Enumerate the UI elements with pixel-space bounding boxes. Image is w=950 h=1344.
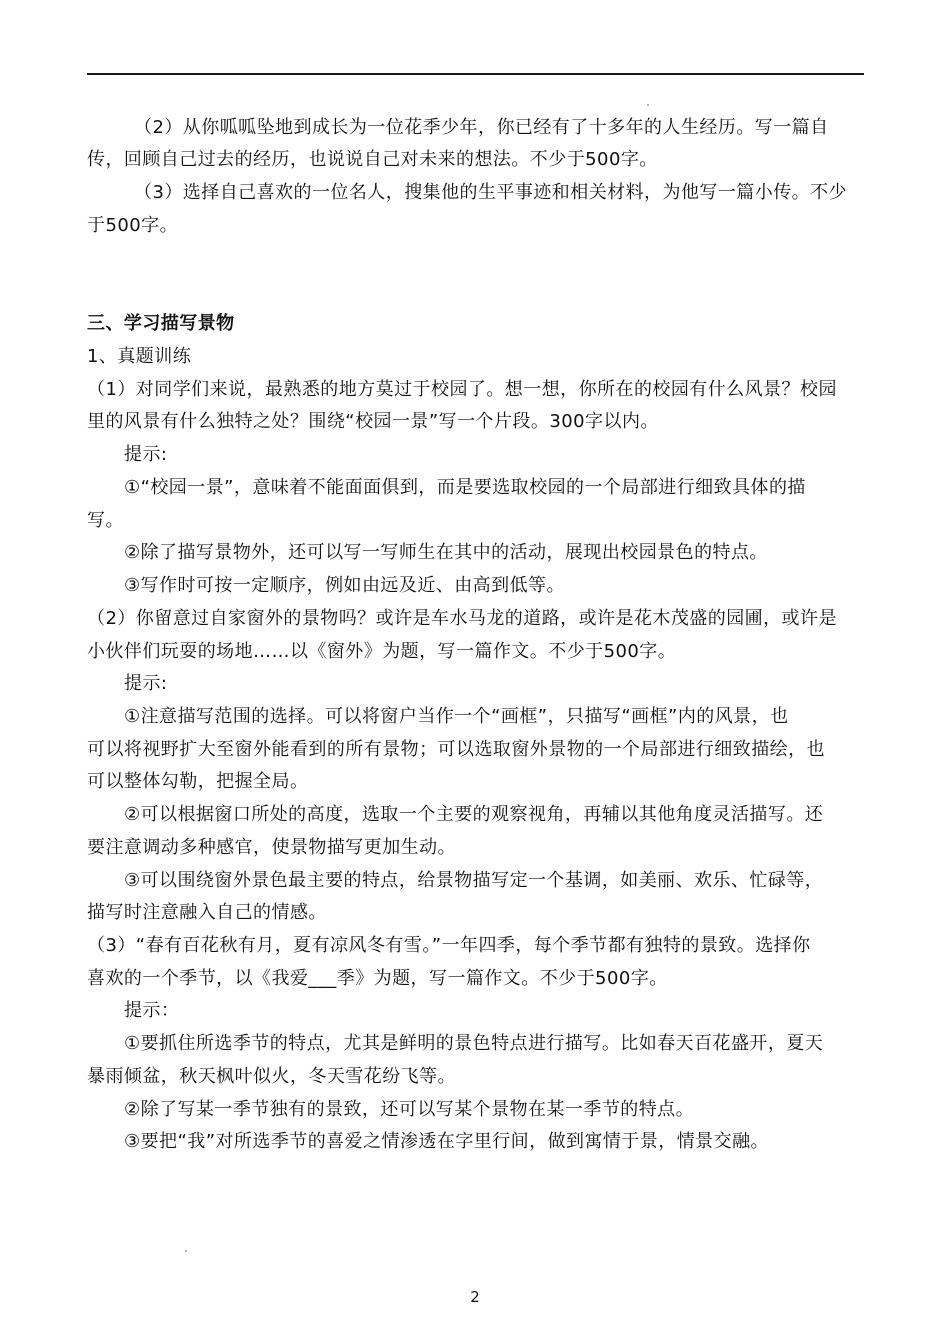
question-1-hint-2: ②除了描写景物外，还可以写一写师生在其中的活动，展现出校园景色的特点。 — [124, 542, 768, 563]
paragraph-2-line-2: 传，回顾自己过去的经历，也说说自己对未来的想法。不少于500字。 — [87, 149, 658, 170]
question-2-hint-3-line-1: ③可以围绕窗外景色最主要的特点，给景物描写定一个基调，如美丽、欢乐、忙碌等， — [124, 870, 824, 891]
section-subheading: 1、真题训练 — [87, 346, 192, 367]
question-1-line-2: 里的风景有什么独特之处？围绕“校园一景”写一个片段。300字以内。 — [87, 411, 659, 432]
question-1-hint-1-line-2: 写。 — [87, 510, 124, 531]
scan-dot — [185, 1250, 187, 1252]
question-2-hint-1-line-3: 可以整体勾勒，把握全局。 — [87, 771, 309, 792]
question-3-hint-3: ③要把“我”对所选季节的喜爱之情渗透在字里行间，做到寓情于景，情景交融。 — [124, 1131, 769, 1152]
question-1-hint-label: 提示: — [124, 444, 168, 465]
paragraph-3-line-2: 于500字。 — [87, 215, 179, 236]
paragraph-2-line-1: （2）从你呱呱坠地到成长为一位花季少年，你已经有了十多年的人生经历。写一篇自 — [134, 117, 829, 138]
question-2-hint-2-line-2: 要注意调动多种感官，使景物描写更加生动。 — [87, 837, 456, 858]
question-1-line-1: （1）对同学们来说，最熟悉的地方莫过于校园了。想一想，你所在的校园有什么风景？校园 — [87, 379, 837, 400]
paragraph-3-line-1: （3）选择自己喜欢的一位名人，搜集他的生平事迹和相关材料，为他写一篇小传。不少 — [134, 182, 847, 203]
question-1-hint-1-line-1: ①“校园一景”，意味着不能面面俱到，而是要选取校园的一个局部进行细致具体的描 — [124, 477, 806, 498]
question-3-line-2: 喜欢的一个季节，以《我爱___季》为题，写一篇作文。不少于500字。 — [87, 968, 668, 989]
question-3-hint-1-line-1: ①要抓住所选季节的特点，尤其是鲜明的景色特点进行描写。比如春天百花盛开，夏天 — [124, 1033, 824, 1054]
question-3-hint-1-line-2: 暴雨倾盆，秋天枫叶似火，冬天雪花纷飞等。 — [87, 1066, 456, 1087]
question-3-hint-label: 提示： — [124, 1000, 180, 1021]
section-heading: 三、学习描写景物 — [87, 313, 235, 334]
page-number: 2 — [470, 1288, 480, 1306]
question-2-hint-1-line-1: ①注意描写范围的选择。可以将窗户当作一个“画框”，只描写“画框”内的风景，也 — [124, 706, 789, 727]
question-3-hint-2: ②除了写某一季节独有的景致，还可以写某个景物在某一季节的特点。 — [124, 1099, 695, 1120]
question-2-hint-label: 提示: — [124, 673, 168, 694]
question-3-line-1: （3）“春有百花秋有月，夏有凉风冬有雪。”一年四季，每个季节都有独特的景致。选择你 — [87, 935, 811, 956]
question-2-hint-2-line-1: ②可以根据窗口所处的高度，选取一个主要的观察视角，再辅以其他角度灵活描写。还 — [124, 804, 824, 825]
question-2-line-1: （2）你留意过自家窗外的景物吗？或许是车水马龙的道路，或许是花木茂盛的园圃，或许是 — [87, 608, 837, 629]
header-rule — [87, 73, 864, 75]
question-2-hint-1-line-2: 可以将视野扩大至窗外能看到的所有景物；可以选取窗外景物的一个局部进行细致描绘，也 — [87, 739, 825, 760]
scan-dot — [647, 104, 649, 106]
question-2-line-2: 小伙伴们玩耍的场地……以《窗外》为题，写一篇作文。不少于500字。 — [87, 641, 677, 662]
question-1-hint-3: ③写作时可按一定顺序，例如由远及近、由高到低等。 — [124, 575, 565, 596]
question-2-hint-3-line-2: 描写时注意融入自己的情感。 — [87, 902, 327, 923]
